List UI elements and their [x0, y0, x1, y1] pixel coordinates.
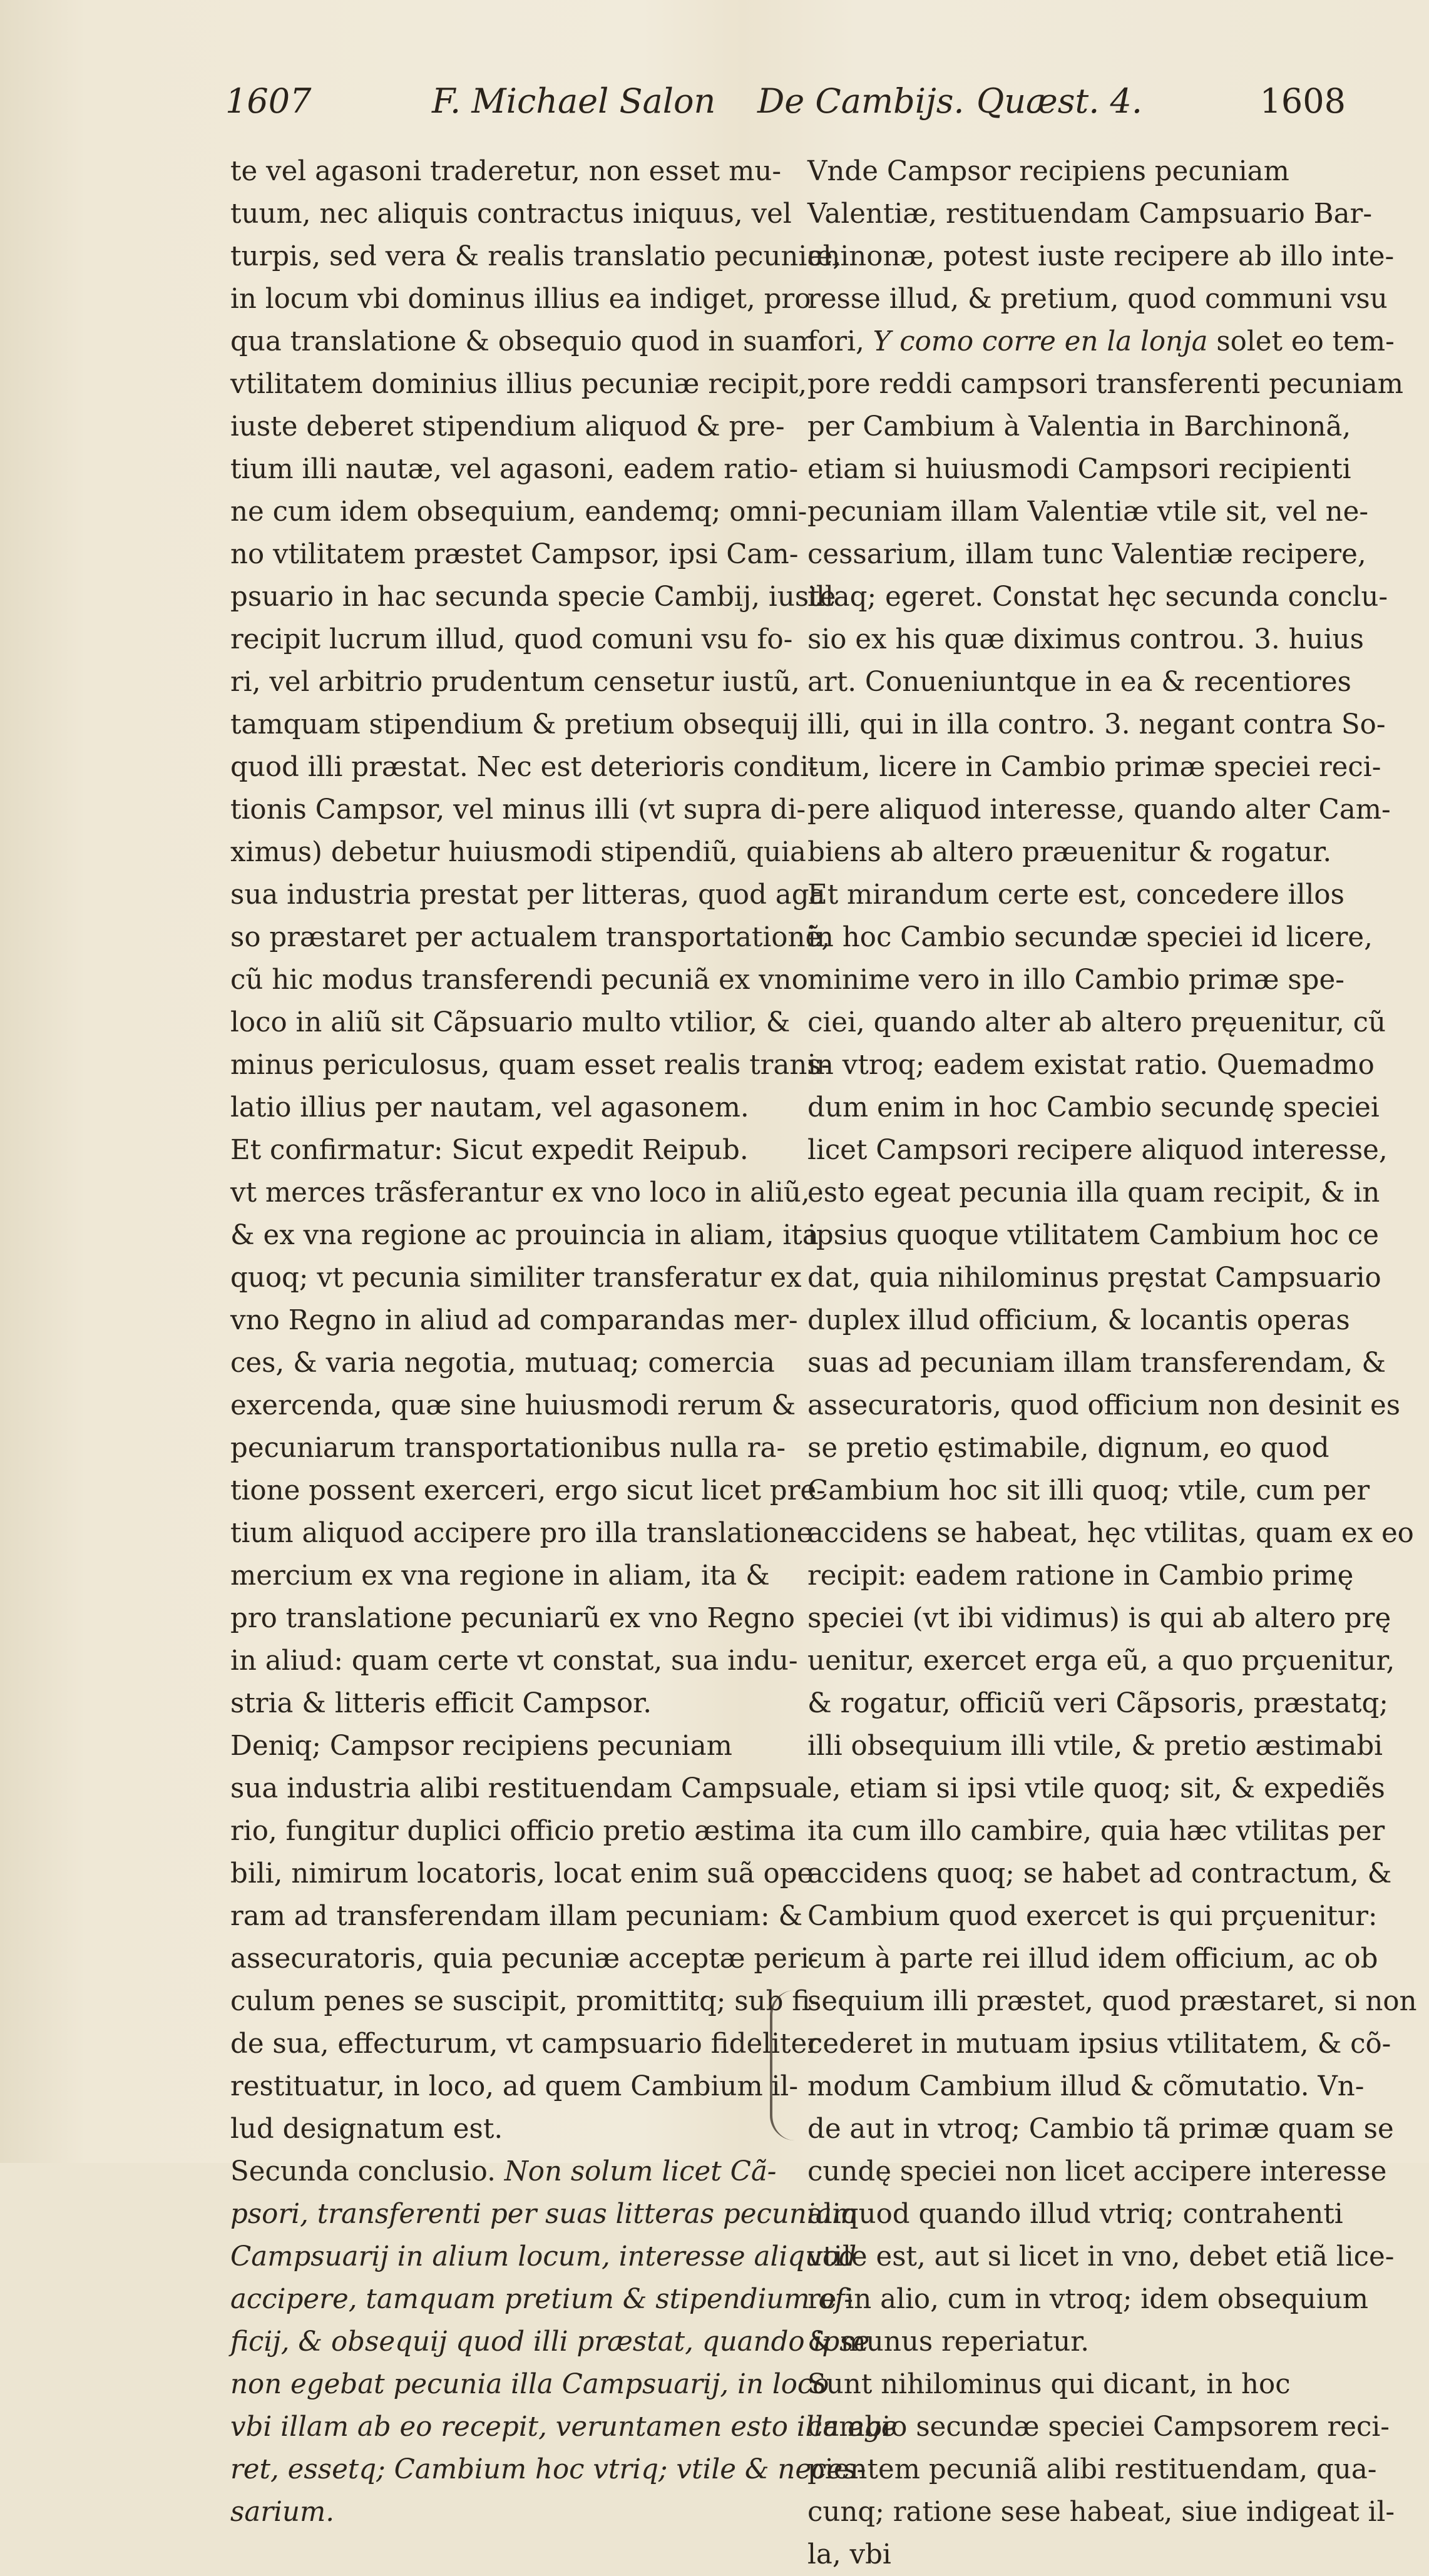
- text-line: [230, 2321, 870, 2363]
- text-line: [230, 1512, 813, 1555]
- text-line: [807, 491, 1369, 533]
- line-text: assecuratoris, quia pecuniæ acceptæ peri-: [230, 1943, 819, 1975]
- header-author: F. Michael Salon: [432, 81, 716, 121]
- text-line: [230, 916, 831, 959]
- line-text: cederet in mutuam ipsius vtilitatem, & cõ-: [807, 2028, 1391, 2060]
- text-line: [807, 1853, 1392, 1895]
- line-text: pore reddi campsori transferenti pecuniam: [807, 369, 1404, 400]
- text-line: [230, 2448, 866, 2491]
- line-text: lud designatum est.: [230, 2113, 503, 2145]
- line-text: accidens quoq; se habet ad contractum, &: [807, 1858, 1392, 1889]
- text-line: [230, 1342, 775, 1384]
- text-line: [230, 789, 806, 831]
- text-line: [230, 1172, 810, 1214]
- header-quaestio: Quæst. 4.: [976, 81, 1143, 121]
- text-line: [230, 1469, 826, 1512]
- line-text: Et confirmatur: Sicut expedit Reipub.: [230, 1135, 749, 1166]
- text-line: [230, 1597, 795, 1640]
- text-line: [230, 746, 818, 789]
- line-text: etiam si huiusmodi Campsori recipienti: [807, 454, 1351, 485]
- line-text: tuum, nec aliquis contractus iniquus, vel: [230, 198, 792, 230]
- text-line: [230, 1214, 819, 1257]
- line-text: vtile est, aut si licet in vno, debet etiã lice-: [807, 2241, 1395, 2272]
- text-line: [807, 1597, 1391, 1640]
- text-line: [807, 1682, 1388, 1725]
- text-line: [230, 1129, 769, 1172]
- line-text: illaq; egeret. Constat hęc secunda conclu-: [807, 581, 1388, 613]
- line-italic-text: Campsuarij in alium locum, interesse aliquod: [230, 2241, 857, 2272]
- text-line: [807, 150, 1324, 193]
- line-text: cundę speciei non licet accipere interesse: [807, 2156, 1387, 2187]
- text-line: [230, 406, 785, 448]
- text-line: [230, 2065, 799, 2108]
- text-line: [807, 2023, 1391, 2065]
- text-line: [807, 2533, 1324, 2576]
- text-line: [230, 1895, 803, 1938]
- line-text: & munus reperiatur.: [807, 2326, 1090, 2358]
- line-text: ram ad transferendam illam pecuniam: &: [230, 1901, 803, 1932]
- text-line: [230, 1427, 786, 1469]
- line-text: le, etiam si ipsi vtile quoq; sit, & expediẽs: [807, 1773, 1385, 1804]
- text-line: [807, 2406, 1390, 2448]
- line-italic-text: ficij, & obsequij quod illi præstat, quando ipse: [230, 2326, 870, 2358]
- text-line: [807, 874, 1344, 916]
- line-text: in hoc Cambio secundæ speciei id licere,: [807, 922, 1373, 953]
- text-line: [807, 1257, 1381, 1299]
- text-line: [807, 1767, 1385, 1810]
- text-line: [807, 448, 1351, 491]
- line-text: pecuniam illam Valentiæ vtile sit, vel ne-: [807, 496, 1369, 528]
- text-line: [230, 2406, 898, 2448]
- line-text: tionis Campsor, vel minus illi (vt supra di-: [230, 794, 806, 825]
- line-text: dum enim in hoc Cambio secundę speciei: [807, 1092, 1380, 1123]
- line-text: se pretio ęstimabile, dignum, eo quod: [807, 1433, 1329, 1464]
- text-line: [807, 703, 1386, 746]
- left-page-number: 1607: [225, 81, 312, 121]
- text-line: [230, 448, 799, 491]
- line-text: te vel agasoni traderetur, non esset mu-: [230, 156, 782, 187]
- line-text: de sua, effecturum, vt campsuario fideliter: [230, 2028, 821, 2060]
- line-text: pientem pecuniã alibi restituendam, qua-: [807, 2454, 1377, 2485]
- line-text: Sunt nihilominus qui dicant, in hoc: [807, 2369, 1291, 2400]
- line-text: rio, fungitur duplici officio pretio æstima: [230, 1816, 796, 1847]
- text-line: [230, 193, 792, 235]
- text-line: [807, 1640, 1395, 1682]
- text-line: [807, 1555, 1354, 1597]
- text-line: [230, 1682, 769, 1725]
- text-line: [230, 363, 807, 406]
- text-line: [807, 618, 1364, 661]
- line-text: la, vbi: [807, 2539, 891, 2570]
- line-text: cunq; ratione sese habeat, siue indigeat il-: [807, 2497, 1395, 2528]
- line-text: in aliud: quam certe vt constat, sua indu-: [230, 1645, 798, 1677]
- text-line: [230, 1640, 798, 1682]
- line-text: re in alio, cum in vtroq; idem obsequium: [807, 2284, 1369, 2315]
- line-text: esto egeat pecunia illa quam recipit, & in: [807, 1177, 1380, 1209]
- line-italic-text: psori, transferenti per suas litteras pecuniam: [230, 2199, 858, 2230]
- text-line: [230, 618, 793, 661]
- line-text: recipit lucrum illud, quod comuni vsu fo-: [230, 624, 793, 655]
- text-line: [807, 2363, 1324, 2406]
- line-text: tium aliquod accipere pro illa translatione: [230, 1518, 813, 1549]
- line-text: illi, qui in illa contro. 3. negant contra So-: [807, 709, 1386, 740]
- text-line: [230, 2236, 857, 2278]
- line-text: ri, vel arbitrio prudentum censetur iustũ,: [230, 667, 800, 698]
- text-line: [230, 2150, 777, 2193]
- text-line: [230, 2278, 853, 2321]
- text-line: [230, 703, 799, 746]
- line-italic-text: Y como corre en la lonja: [873, 326, 1208, 357]
- line-text: biens ab altero præuenitur & rogatur.: [807, 837, 1332, 868]
- line-text: mercium ex vna regione in aliam, ita &: [230, 1560, 770, 1592]
- text-line: [807, 1427, 1329, 1469]
- header-title: De Cambijs.: [757, 81, 965, 121]
- line-text: pecuniarum transportationibus nulla ra-: [230, 1433, 786, 1464]
- text-line: [807, 1086, 1380, 1129]
- text-line: [230, 320, 817, 363]
- line-text: cambio secundæ speciei Campsorem reci-: [807, 2411, 1390, 2443]
- text-line: [230, 1257, 802, 1299]
- line-text: psuario in hac secunda specie Cambij, iuste: [230, 581, 836, 613]
- line-text: vtilitatem dominius illius pecuniæ recipit,: [230, 369, 807, 400]
- text-line: [807, 661, 1351, 703]
- line-text: vno Regno in aliud ad comparandas mer-: [230, 1305, 798, 1336]
- text-line: [807, 2448, 1377, 2491]
- line-italic-text: sarium.: [230, 2497, 335, 2528]
- text-line: [807, 1980, 1417, 2023]
- text-line: [807, 1172, 1380, 1214]
- text-line: [807, 2278, 1369, 2321]
- text-line: [230, 831, 806, 874]
- line-text: tum, licere in Cambio primæ speciei reci-: [807, 752, 1381, 783]
- line-text: licet Campsori recipere aliquod interesse,: [807, 1135, 1388, 1166]
- line-text: art. Conueniuntque in ea & recentiores: [807, 667, 1351, 698]
- text-line: [807, 1129, 1388, 1172]
- text-line: [230, 278, 811, 320]
- text-line: [230, 2363, 829, 2406]
- text-line: [230, 533, 799, 576]
- line-text: iuste deberet stipendium aliquod & pre-: [230, 411, 785, 442]
- text-line: [807, 1895, 1378, 1938]
- text-line: [230, 1384, 796, 1427]
- text-line: [807, 959, 1344, 1001]
- line-text: cessarium, illam tunc Valentiæ recipere,: [807, 539, 1366, 570]
- text-line: [230, 576, 836, 618]
- line-text: dat, quia nihilominus pręstat Campsuario: [807, 1262, 1381, 1294]
- line-text: exercenda, quæ sine huiusmodi rerum &: [230, 1390, 796, 1421]
- line-italic-text: ret, essetq; Cambium hoc vtriq; vtile & neces-: [230, 2454, 866, 2485]
- line-text: Cambium quod exercet is qui prçuenitur:: [807, 1901, 1378, 1932]
- text-line: [230, 1853, 814, 1895]
- line-text: & rogatur, officiũ veri Cãpsoris, præstatq;: [807, 1688, 1388, 1719]
- line-text: ces, & varia negotia, mutuaq; comercia: [230, 1347, 775, 1379]
- line-text: latio illius per nautam, vel agasonem.: [230, 1092, 749, 1123]
- text-line: [230, 2491, 769, 2533]
- right-page-number: 1608: [1259, 81, 1346, 121]
- text-line: [230, 1725, 769, 1767]
- line-text: sua industria prestat per litteras, quod aga: [230, 879, 826, 911]
- text-line: [230, 1555, 769, 1597]
- line-text: speciei (vt ibi vidimus) is qui ab altero prę: [807, 1603, 1391, 1634]
- text-line: [807, 235, 1395, 278]
- text-line: [230, 1980, 820, 2023]
- text-line: [230, 2108, 769, 2150]
- text-line: [807, 278, 1388, 320]
- line-text: fori,: [807, 326, 864, 357]
- text-line: [230, 491, 807, 533]
- line-text: stria & litteris efficit Campsor.: [230, 1688, 652, 1719]
- line-text: tione possent exerceri, ergo sicut licet pre-: [230, 1475, 826, 1506]
- text-line: [230, 1299, 798, 1342]
- line-text: illi obsequium illi vtile, & pretio æstimabi: [807, 1730, 1383, 1762]
- line-text: ipsius quoque vtilitatem Cambium hoc ce: [807, 1220, 1379, 1251]
- line-text: modum Cambium illud & cõmutatio. Vn-: [807, 2071, 1365, 2102]
- text-line: [807, 2108, 1394, 2150]
- text-line: [230, 1086, 769, 1129]
- line-text: in vtroq; eadem existat ratio. Quemadmo: [807, 1050, 1375, 1081]
- text-line: [807, 2150, 1387, 2193]
- line-text: accidens se habeat, hęc vtilitas, quam ex eo: [807, 1518, 1414, 1549]
- line-text: tium illi nautæ, vel agasoni, eadem ratio-: [230, 454, 799, 485]
- text-line: [807, 406, 1351, 448]
- text-line: [807, 2065, 1365, 2108]
- text-line: [230, 1001, 791, 1044]
- line-text: duplex illud officium, & locantis operas: [807, 1305, 1350, 1336]
- text-line: [807, 576, 1388, 618]
- line-text: bili, nimirum locatoris, locat enim suã ope: [230, 1858, 814, 1889]
- line-text: quod illi præstat. Nec est deterioris condi-: [230, 752, 818, 783]
- text-line: [230, 1938, 819, 1980]
- line-text: culum penes se suscipit, promittitq; sub fi-: [230, 1986, 820, 2017]
- line-text: loco in aliũ sit Cãpsuario multo vtilior, &: [230, 1007, 791, 1038]
- text-line: [807, 193, 1373, 235]
- line-text: uenitur, exercet erga eũ, a quo prçuenitur,: [807, 1645, 1395, 1677]
- text-line: [230, 1044, 831, 1086]
- text-line: [807, 789, 1391, 831]
- text-line: [230, 874, 826, 916]
- text-line: [230, 1767, 809, 1810]
- line-text: per Cambium à Valentia in Barchinonã,: [807, 411, 1351, 442]
- text-line: [230, 2023, 821, 2065]
- text-line: [230, 661, 800, 703]
- line-text: suas ad pecuniam illam transferendam, &: [807, 1347, 1386, 1379]
- line-italic-text: non egebat pecunia illa Campsuarij, in loco: [230, 2369, 829, 2400]
- text-line: [807, 1384, 1401, 1427]
- line-text: Secunda conclusio.: [230, 2156, 496, 2187]
- line-text: in locum vbi dominus illius ea indiget, pro: [230, 284, 811, 315]
- text-line: [807, 363, 1404, 406]
- line-text: resse illud, & pretium, quod communi vsu: [807, 284, 1388, 315]
- line-italic-text: vbi illam ab eo recepit, veruntamen esto illa ege: [230, 2411, 898, 2443]
- line-text: ximus) debetur huiusmodi stipendiũ, quia: [230, 837, 806, 868]
- line-text: Vnde Campsor recipiens pecuniam: [807, 156, 1289, 187]
- line-text: vt merces trãsferantur ex vno loco in aliũ,: [230, 1177, 810, 1209]
- line-text: Valentiæ, restituendam Campsuario Bar-: [807, 198, 1373, 230]
- line-text: restituatur, in loco, ad quem Cambium il-: [230, 2071, 799, 2102]
- line-text: sua industria alibi restituendam Campsua: [230, 1773, 809, 1804]
- line-text: pere aliquod interesse, quando alter Cam-: [807, 794, 1391, 825]
- line-text: pro translatione pecuniarũ ex vno Regno: [230, 1603, 795, 1634]
- right-text-column: [807, 150, 1417, 2576]
- line-text: cum à parte rei illud idem officium, ac ob: [807, 1943, 1378, 1975]
- text-line: [230, 959, 808, 1001]
- line-text: Et mirandum certe est, concedere illos: [807, 879, 1344, 911]
- line-text: quoq; vt pecunia similiter transferatur ex: [230, 1262, 802, 1294]
- text-line: [807, 1512, 1414, 1555]
- text-line: [807, 1214, 1379, 1257]
- line-text: turpis, sed vera & realis translatio pecuniæ,: [230, 241, 842, 272]
- running-header: [225, 81, 1346, 138]
- text-line: [230, 150, 782, 193]
- text-line: [807, 2321, 1324, 2363]
- line-text: qua translatione & obsequio quod in suam: [230, 326, 817, 357]
- text-line: [807, 916, 1373, 959]
- line-text: & ex vna regione ac prouincia in aliam, ita: [230, 1220, 819, 1251]
- text-line: [230, 1810, 796, 1853]
- line-text: no vtilitatem præstet Campsor, ipsi Cam-: [230, 539, 799, 570]
- line-text: aliquod quando illud vtriq; contrahenti: [807, 2199, 1343, 2230]
- text-line: [807, 1469, 1370, 1512]
- text-line: [807, 2193, 1343, 2236]
- line-text: recipit: eadem ratione in Cambio primę: [807, 1560, 1354, 1592]
- line-text: minus periculosus, quam esset realis trans-: [230, 1050, 831, 1081]
- text-line: [807, 1342, 1386, 1384]
- text-line: [807, 1044, 1375, 1086]
- line-text: minime vero in illo Cambio primæ spe-: [807, 964, 1344, 996]
- text-line: [807, 2236, 1395, 2278]
- line-text-after: solet eo tem-: [1216, 326, 1395, 357]
- text-line: [807, 1725, 1383, 1767]
- line-text: Deniq; Campsor recipiens pecuniam: [230, 1730, 732, 1762]
- text-line: [230, 235, 842, 278]
- text-line: [807, 831, 1332, 874]
- line-text: so præstaret per actualem transportationẽ,: [230, 922, 831, 953]
- text-line: [807, 533, 1366, 576]
- text-line: [807, 1299, 1350, 1342]
- text-line: [807, 1938, 1378, 1980]
- line-italic-text: accipere, tamquam pretium & stipendium of-: [230, 2284, 853, 2315]
- line-text: cũ hic modus transferendi pecuniã ex vno: [230, 964, 808, 996]
- line-text: Cambium hoc sit illi quoq; vtile, cum per: [807, 1475, 1370, 1506]
- line-text: sio ex his quæ diximus controu. 3. huius: [807, 624, 1364, 655]
- line-text: chinonæ, potest iuste recipere ab illo inte-: [807, 241, 1395, 272]
- line-italic-text: Non solum licet Cã-: [504, 2156, 777, 2187]
- line-text: ne cum idem obsequium, eandemq; omni-: [230, 496, 807, 528]
- line-text: ciei, quando alter ab altero pręuenitur, cũ: [807, 1007, 1386, 1038]
- text-line: [807, 2491, 1395, 2533]
- text-line: [807, 746, 1381, 789]
- line-text: sequium illi præstet, quod præstaret, si non: [807, 1986, 1417, 2017]
- line-text: tamquam stipendium & pretium obsequij: [230, 709, 799, 740]
- line-text: ita cum illo cambire, quia hæc vtilitas per: [807, 1816, 1385, 1847]
- text-line: [807, 1810, 1385, 1853]
- line-text: de aut in vtroq; Cambio tã primæ quam se: [807, 2113, 1394, 2145]
- line-text: assecuratoris, quod officium non desinit es: [807, 1390, 1401, 1421]
- left-text-column: [230, 150, 898, 2533]
- text-line: [230, 2193, 858, 2236]
- text-line: [807, 320, 1395, 363]
- text-line: [807, 1001, 1386, 1044]
- margin-bracket-mark: [770, 1990, 797, 2140]
